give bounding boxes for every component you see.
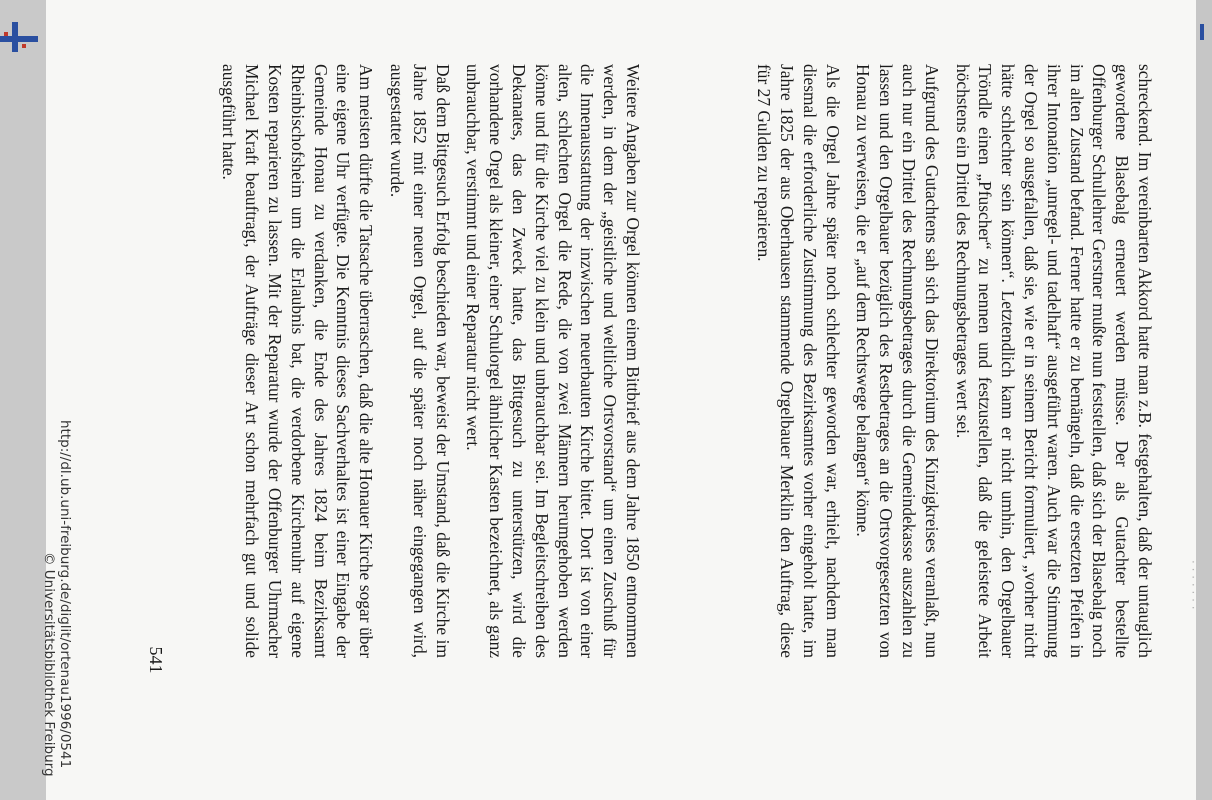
viewer-right-margin (1196, 0, 1212, 800)
paragraph: Weitere Angaben zur Orgel können einem Bittbrief aus dem Jahre 1850 entnommen werden, in dem der „geistliche und weltliche Ortsvorstand“ um einen Zuschuß für die Innenausstattung der inzwischen neuerbauten Kirche bittet. Dort ist von einer alten, schlechten Orgel die Rede, die von zwei Männern herumgehoben werden könne und für die Kirche viel zu klein und unbrauchbar sei. Im Begleitschreiben des Dekanates, das den Zweck hatte, das Bittgesuch zu unterstützen, wird die vorhandene Orgel als kleiner, einer Schulorgel ähnlicher Kasten bezeichnet, als ganz unbrauchbar, verstimmt und einer Reparatur nicht wert. (463, 64, 643, 658)
paragraph: Als die Orgel Jahre später noch schlechter geworden war, erhielt, nachdem man diesmal die erforderliche Zustimmung des Bezirksamtes vorher eingeholt hatte, im Jahre 1825 der aus Oberhausen stammende Orgelbauer Merklin den Auftrag, diese für 27 Gulden zu reparieren. (754, 64, 843, 658)
paragraph: schreckend. Im vereinbarten Akkord hatte man z.B. festgehalten, daß der untauglich gewordene Blasebalg erneuert werden müsse. Der als Gutachter bestellte Offenburger Schullehrer Gerstner mußte nun feststellen, daß sich der Blasebalg noch im alten Zustand befand. Ferner hatte er zu bemängeln, daß die ersetzten Pfeifen in ihrer Intonation „unregel- und tadelhaft“ ausgeführt waren. Auch war die Stimmung der Orgel so ausgefallen, daß sie, wie er in seinem Bericht formuliert, „vorher nicht hätte schlechter sein können“. Letztendlich kann er nicht umhin, den Orgelbauer Tröndle einen „Pfuscher“ zu nennen und festzustellen, daß die geleistete Arbeit höchstens ein Drittel des Rechnungsbetrages wert sei. (952, 64, 1155, 658)
flag-icon (1198, 24, 1208, 40)
copyright-notice: © Universitätsbibliothek Freiburg (41, 552, 57, 777)
viewer-left-margin (0, 0, 46, 800)
paragraph: Aufgrund des Gutachtens sah sich das Direktorium des Kinzigkreises veranlaßt, nun auch nur ein Drittel des Rechnungsbetrages durch die Gemeindekasse auszahlen zu lassen und den Orgelbauer bezüglich des Restbetrages an die Ortsvorgesetzten von Honau zu verweisen, die er „auf dem Rechtswege belangen“ könne. (853, 64, 942, 658)
text-column-a (752, 64, 1156, 658)
scanned-page (41, 0, 1200, 800)
bleed-through-text: · · · · · · · (1186, 560, 1200, 610)
paragraph: Daß dem Bittgesuch Erfolg beschieden war, beweist der Umstand, daß die Kirche im Jahre 1852 mit einer neuen Orgel, auf die später noch näher eingegangen wird, ausgestattet wurde. (387, 64, 453, 658)
paragraph: Am meisten dürfte die Tatsache überraschen, daß die alte Honauer Kirche sogar über eine eigene Uhr verfügte. Die Kenntnis dieses Sachverhaltes ist einer Eingabe der Gemeinde Honau zu verdanken, die Ende des Jahres 1824 beim Bezirksamt Rheinbischofsheim um die Erlaubnis bat, die verdorbene Kirchenuhr auf eigene Kosten reparieren zu lassen. Mit der Reparatur wurde der Offenburger Uhrmacher Michael Kraft beauftragt, der Aufträge dieser Art schon mehrfach gut und solide ausgeführt hatte. (219, 64, 377, 658)
text-column-b (218, 64, 644, 658)
source-url[interactable]: http://dl.ub.uni-freiburg.de/diglit/ortenau1996/0541 (57, 420, 73, 769)
page-number: 541 (146, 646, 166, 674)
flag-icon (0, 22, 38, 52)
rotated-page-content (41, 0, 1200, 800)
